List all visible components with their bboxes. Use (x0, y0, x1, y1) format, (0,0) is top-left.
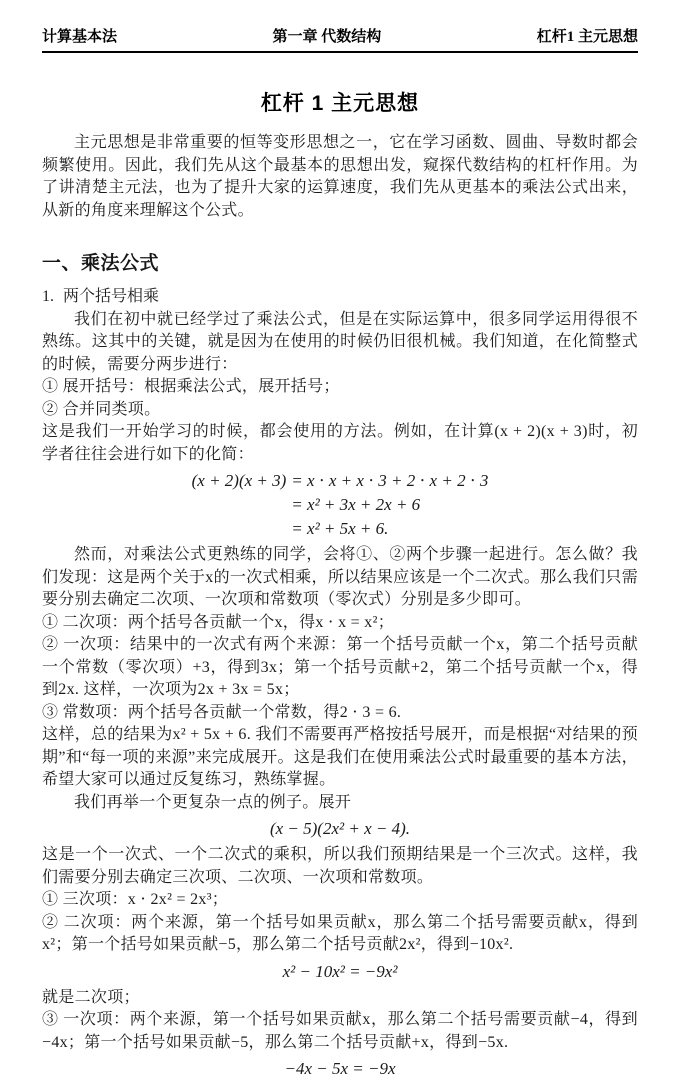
equation-rhs: = x² + 3x + 2x + 6 (291, 495, 421, 514)
subsection-label: 两个括号相乘 (63, 288, 160, 305)
list-item: ③ 常数项：两个括号各贡献一个常数，得2 ⋅ 3 = 6. (42, 703, 402, 721)
paragraph: 然而，对乘法公式更熟练的同学，会将①、②两个步骤一起进行。怎么做？我们发现：这是两个关于x的一次式相乘，所以结果应该是一个二次式。那么我们只需要分别去确定二次项、一次项和常数项（零次式）分别是多少即可。 (42, 546, 638, 608)
intro-paragraph: 主元思想是非常重要的恒等变形思想之一，它在学习函数、圆曲、导数时都会频繁使用。因此，我们先从这个最基本的思想出发，窥探代数结构的杠杆作用。为了讲清楚主元法，也为了提升大家的运算速度，我们先从更基本的乘法公式出来，从新的角度来理解这个公式。 (42, 134, 638, 219)
list-item: ② 一次项：结果中的一次式有两个来源：第一个括号贡献一个x，第二个括号贡献一个常数（零次项）+3，得到3x；第一个括号贡献+2，第二个括号贡献一个x，得到2x. 这样，一次项为2x + 3x = 5x； (42, 636, 638, 698)
header-chapter-title: 第一章 代数结构 (272, 29, 382, 45)
paragraph: 我们再举一个更复杂一点的例子。展开 (74, 793, 352, 811)
equation-display: −4x − 5x = −9x (284, 1059, 396, 1078)
paragraph: 就是二次项； (42, 988, 140, 1006)
page-header (42, 0, 638, 53)
equation-display: x² − 10x² = −9x² (282, 961, 398, 981)
step-item: ② 合并同类项。 (42, 400, 161, 418)
subsection-heading (42, 286, 638, 309)
step-item: ① 展开括号：根据乘法公式，展开括号； (42, 378, 340, 395)
equation-lhs: (x + 2)(x + 3) (191, 471, 287, 490)
equation-rhs: = x ⋅ x + x ⋅ 3 + 2 ⋅ x + 2 ⋅ 3 (291, 471, 489, 490)
equation-rhs: = x² + 5x + 6. (291, 519, 389, 538)
equation-lhs (192, 493, 287, 517)
list-item: ① 二次项：两个括号各贡献一个x，得x ⋅ x = x²； (42, 613, 394, 631)
list-item: ① 三次项：x ⋅ 2x² = 2x³； (42, 891, 229, 908)
paragraph: 这样，总的结果为x² + 5x + 6. 我们不需要再严格按括号展开，而是根据“对结果的预期”和“每一项的来源”来完成展开。这是我们在使用乘法公式时最重要的基本方法，希望大家可以通过反复练习，熟练掌握。 (42, 726, 638, 788)
section-heading: 一、乘法公式 (42, 253, 160, 274)
equation-derivation-block (192, 469, 489, 541)
equation-display: (x − 5)(2x² + x − 4). (269, 819, 411, 838)
header-book-title: 计算基本法 (42, 29, 118, 45)
equation-lhs (192, 517, 287, 541)
page-title: 杠杆 1 主元思想 (260, 92, 420, 115)
list-item: ② 二次项：两个来源，第一个括号如果贡献x，那么第二个括号需要贡献x，得到x²；第一个括号如果贡献−5，那么第二个括号贡献2x²，得到−10x². (42, 913, 638, 953)
header-section-title: 杠杆1 主元思想 (536, 29, 638, 45)
paragraph: 这是一个一次式、一个二次式的乘积，所以我们预期结果是一个三次式。这样，我们需要分别去确定三次项、二次项、一次项和常数项。 (42, 846, 638, 886)
paragraph: 我们在初中就已经学过了乘法公式，但是在实际运算中，很多同学运用得很不熟练。这其中的关键，就是因为在使用的时候仍旧很机械。我们知道，在化简整式的时候，需要分两步进行： (42, 310, 638, 373)
paragraph: 这是我们一开始学习的时候，都会使用的方法。例如，在计算(x + 2)(x + 3)时，初学者往往会进行如下的化简： (42, 423, 638, 463)
list-item: ③ 一次项：两个来源，第一个括号如果贡献x，那么第二个括号需要贡献−4，得到−4x；第一个括号如果贡献−5，那么第二个括号贡献+x，得到−5x. (42, 1011, 638, 1051)
subsection-number: 1. (42, 288, 54, 305)
